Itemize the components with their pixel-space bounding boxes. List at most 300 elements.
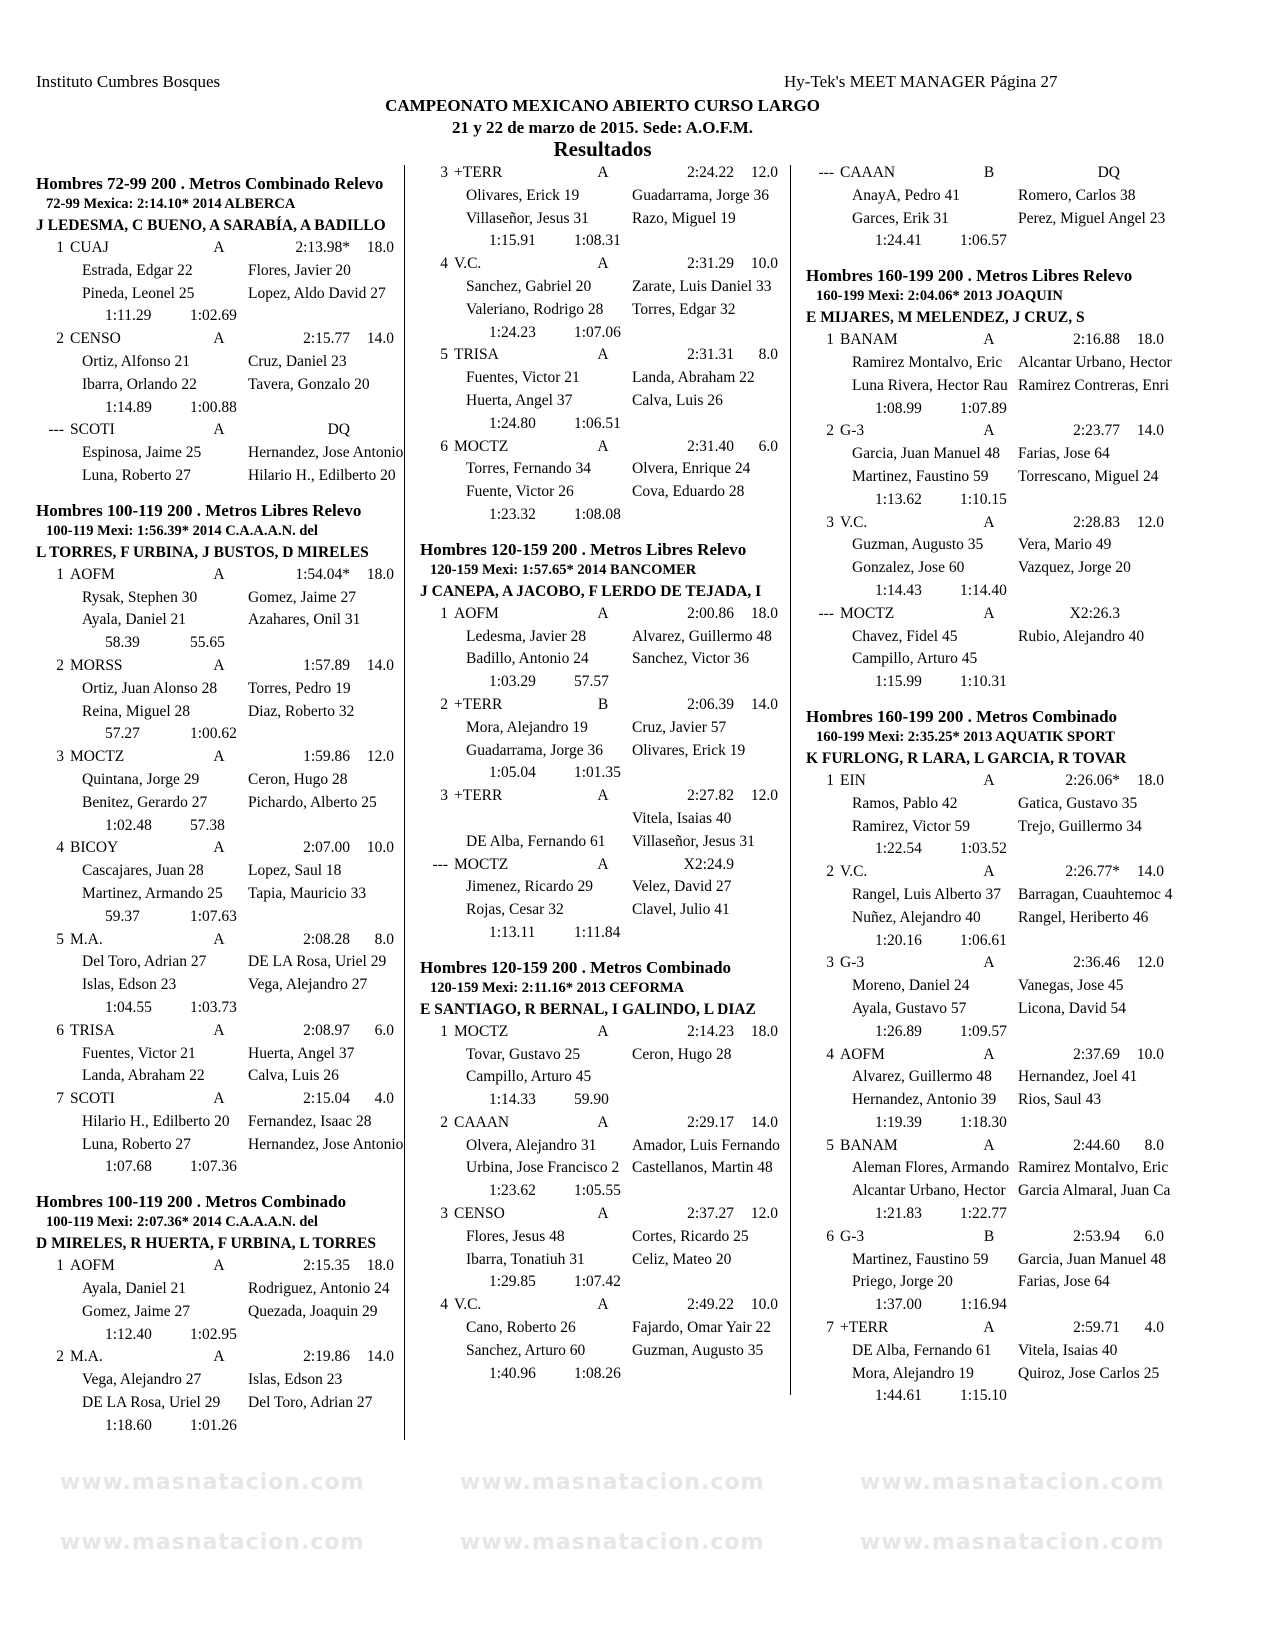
team-name: CENSO [454,1205,505,1223]
swimmer-name: Nuñez, Alejandro 40 [852,908,981,926]
swimmer-name: Rios, Saul 43 [1018,1091,1102,1109]
swimmers-row [420,390,795,413]
final-time: 2:00.86 [687,604,734,622]
results-column-2 [420,162,795,1385]
splits-row [420,762,795,785]
relay-letter: A [597,164,609,181]
points: 14.0 [750,1113,778,1131]
team-name: TRISA [70,1021,115,1039]
swimmer-name: Villaseñor, Jesus 31 [466,209,589,227]
swimmers-row [420,458,795,481]
watermark: www.masnatacion.com [60,1470,365,1495]
split-time: 1:08.26 [574,1364,621,1382]
team-name: TRISA [454,346,499,364]
swimmer-name: Sanchez, Gabriel 20 [466,277,592,295]
final-time: 1:54.04* [295,565,350,583]
points: 14.0 [1136,863,1164,881]
splits-row [806,1112,1181,1135]
swimmer-name: Alcantar Urbano, Hector [1018,353,1172,371]
record-holders: D MIRELES, R HUERTA, F URBINA, L TORRES [36,1235,376,1253]
swimmers-row [36,1392,411,1415]
meet-subtitle: 21 y 22 de marzo de 2015. Sede: A.O.F.M. [451,118,754,137]
split-time: 1:24.41 [875,232,922,250]
swimmers-row [36,465,411,488]
points: 18.0 [750,1022,778,1040]
team-name: V.C. [454,255,482,273]
swimmer-name: DE LA Rosa, Uriel 29 [82,1394,221,1412]
team-name: AOFM [70,1257,115,1275]
swimmer-name: Ibarra, Tonatiuh 31 [466,1250,585,1268]
swimmers-row [806,208,1181,231]
swimmers-row [806,375,1181,398]
place: 6 [826,1227,834,1245]
relay-letter: B [983,164,995,181]
result-row [420,253,795,276]
event-title: Hombres 160-199 200 . Metros Libres Relevo [806,266,1133,286]
final-time: 2:14.23 [687,1022,734,1040]
splits-row [806,230,1181,253]
swimmers-row [420,481,795,504]
splits-row [36,723,411,746]
swimmers-row [420,1157,795,1180]
swimmer-name: Aleman Flores, Armando [852,1159,1010,1177]
place: 3 [826,954,834,972]
swimmers-row [420,1249,795,1272]
team-name: MORSS [70,656,123,674]
relay-letter: B [597,695,609,713]
split-time: 1:15.10 [960,1387,1007,1405]
swimmers-row [806,975,1181,998]
swimmers-row [36,1111,411,1134]
swimmer-name: Campillo, Arturo 45 [852,650,978,668]
swimmer-name: Alcantar Urbano, Hector [852,1182,1006,1200]
place: 1 [56,239,64,256]
swimmers-row [806,626,1181,649]
points: 12.0 [750,164,778,181]
team-name: CAAAN [454,1113,510,1131]
result-row [806,1317,1181,1340]
swimmers-row [420,276,795,299]
swimmers-row [36,951,411,974]
swimmer-name: Ramirez Contreras, Enri [1018,376,1170,394]
swimmer-name: Gomez, Jaime 27 [248,588,357,606]
swimmers-row [420,740,795,763]
swimmer-name: Farias, Jose 64 [1018,1273,1110,1291]
place: 1 [440,604,448,622]
split-time: 1:01.35 [574,764,621,782]
swimmers-row [420,1226,795,1249]
team-name: +TERR [454,787,503,805]
swimmers-row [420,1135,795,1158]
swimmer-name: Gomez, Jaime 27 [82,1302,191,1320]
relay-letter: A [213,1348,225,1366]
swimmers-row [806,443,1181,466]
swimmers-row [806,1363,1181,1386]
points: 12.0 [750,1205,778,1223]
swimmer-name: Vazquez, Jorge 20 [1018,559,1131,577]
final-time: 2:29.17 [687,1113,734,1131]
team-name: MOCTZ [454,855,509,873]
points: 12.0 [366,748,394,766]
results-column-1 [36,173,411,1438]
result-row [36,328,411,351]
points: 12.0 [750,787,778,805]
final-time: 2:49.22 [687,1296,734,1314]
split-time: 1:12.40 [105,1325,152,1343]
split-time: 1:14.33 [489,1091,536,1109]
swimmer-name: Azahares, Onil 31 [248,611,361,629]
result-row [36,1346,411,1369]
swimmers-row [420,648,795,671]
split-time: 1:20.16 [875,931,922,949]
swimmer-name: Pichardo, Alberto 25 [248,793,377,811]
result-row [806,770,1181,793]
team-name: V.C. [840,863,868,881]
swimmer-name: Mora, Alejandro 19 [466,718,588,736]
splits-row [806,671,1181,694]
swimmer-name: Ramirez Montalvo, Eric [1018,1159,1169,1177]
swimmer-name: Rangel, Luis Alberto 37 [852,885,1001,903]
swimmer-name: Fajardo, Omar Yair 22 [632,1319,772,1337]
place: 1 [56,565,64,583]
points: 14.0 [750,695,778,713]
splits-row [420,1363,795,1386]
splits-row [806,1385,1181,1408]
swimmer-name: Clavel, Julio 41 [632,901,730,919]
swimmers-row [420,831,795,854]
swimmers-row [806,534,1181,557]
swimmer-name: Fernandez, Isaac 28 [248,1112,372,1130]
swimmer-name: Rysak, Stephen 30 [82,588,198,606]
team-name: G-3 [840,1227,865,1245]
split-time: 1:07.89 [960,399,1007,417]
splits-row [36,1156,411,1179]
swimmer-name: Gonzalez, Jose 60 [852,559,965,577]
split-time: 1:08.99 [875,399,922,417]
final-time: 2:15.04 [303,1090,350,1108]
swimmer-name: Del Toro, Adrian 27 [82,953,207,971]
final-time: X2:24.9 [683,855,734,873]
swimmers-row [36,1043,411,1066]
swimmer-name: Luna, Roberto 27 [82,466,191,484]
result-row [420,694,795,717]
splits-row [420,230,795,253]
place: 1 [56,1257,64,1275]
swimmers-row [36,351,411,374]
splits-row [806,489,1181,512]
splits-row [420,671,795,694]
swimmers-row [420,367,795,390]
place: 4 [56,839,64,857]
swimmers-row [806,1340,1181,1363]
relay-letter: A [597,1022,609,1040]
relay-letter: A [213,239,225,256]
splits-row [806,838,1181,861]
team-name: AOFM [70,565,115,583]
relay-letter: A [983,422,995,440]
swimmer-name: Moreno, Daniel 24 [852,977,970,995]
result-row [806,420,1181,443]
team-name: AOFM [454,604,499,622]
swimmer-name: Amador, Luis Fernando [632,1136,780,1154]
swimmer-name: Vitela, Isaias 40 [1018,1341,1118,1359]
team-name: +TERR [840,1319,889,1337]
result-row [420,1112,795,1135]
split-time: 1:10.31 [960,673,1007,691]
swimmer-name: Vega, Alejandro 27 [82,1371,202,1389]
splits-row [420,504,795,527]
relay-letter: A [597,1205,609,1223]
swimmers-row [806,1180,1181,1203]
final-time: 2:44.60 [1073,1136,1120,1154]
swimmer-name: Estrada, Edgar 22 [82,261,193,279]
swimmers-row [806,998,1181,1021]
swimmer-name: Guzman, Augusto 35 [852,536,984,554]
swimmer-name: Alvarez, Guillermo 48 [852,1068,992,1086]
relay-letter: A [983,1319,995,1337]
swimmers-row [806,648,1181,671]
relay-letter: A [983,331,995,349]
swimmer-name: Hernandez, Jose Antonio [248,1135,404,1153]
split-time: 1:06.61 [960,931,1007,949]
place: --- [432,855,448,873]
swimmer-name: Zarate, Luis Daniel 33 [632,277,772,295]
final-time: 2:24.22 [687,164,734,181]
swimmer-name: Tovar, Gustavo 25 [466,1045,581,1063]
watermark: www.masnatacion.com [460,1530,765,1555]
result-row [36,564,411,587]
place: 2 [440,1113,448,1131]
swimmer-name: Campillo, Arturo 45 [466,1068,592,1086]
result-row [806,329,1181,352]
meet-record: 120-159 Mexi: 1:57.65* 2014 BANCOMER [430,561,697,578]
swimmer-name: Trejo, Guillermo 34 [1018,817,1142,835]
swimmer-name: Garcia Almaral, Juan Ca [1018,1182,1171,1200]
swimmer-name: Castellanos, Martin 48 [632,1159,773,1177]
split-time: 1:14.43 [875,581,922,599]
swimmer-name: Ayala, Gustavo 57 [852,999,967,1017]
swimmer-name: Hilario H., Edilberto 20 [248,466,396,484]
swimmer-name: Calva, Luis 26 [632,391,723,409]
relay-letter: A [213,930,225,948]
result-row [420,854,795,877]
swimmer-name: Martinez, Faustino 59 [852,467,989,485]
place: 4 [826,1045,834,1063]
splits-row [420,413,795,436]
team-name: SCOTI [70,1090,115,1108]
final-time: 2:15.77 [303,330,350,348]
final-time: 2:07.00 [303,839,350,857]
swimmers-row [806,1066,1181,1089]
splits-row [36,397,411,420]
swimmer-name: Cruz, Javier 57 [632,718,727,736]
swimmers-row [36,1369,411,1392]
team-name: M.A. [70,930,103,948]
result-row [36,1020,411,1043]
place: 3 [440,787,448,805]
swimmer-name: Rojas, Cesar 32 [466,901,564,919]
swimmer-name: Fuentes, Victor 21 [82,1044,196,1062]
place: --- [818,604,834,622]
swimmer-name: Espinosa, Jaime 25 [82,444,202,462]
points: 10.0 [1136,1045,1164,1063]
swimmer-name: Martinez, Faustino 59 [852,1250,989,1268]
relay-letter: A [597,604,609,622]
split-time: 1:22.54 [875,840,922,858]
split-time: 1:10.15 [960,490,1007,508]
final-time: 2:13.98* [295,239,350,256]
splits-row [36,815,411,838]
result-row [420,603,795,626]
splits-row [420,1271,795,1294]
swimmer-name: Flores, Jesus 48 [466,1227,565,1245]
relay-letter: A [597,1296,609,1314]
swimmer-name: Urbina, Jose Francisco 2 [466,1159,620,1177]
split-time: 1:21.83 [875,1205,922,1223]
swimmer-name: Ayala, Daniel 21 [82,1280,187,1298]
split-time: 1:24.23 [489,323,536,341]
relay-letter: A [983,1045,995,1063]
place: 2 [826,422,834,440]
swimmer-name: Reina, Miguel 28 [82,702,191,720]
relay-letter: A [213,839,225,857]
splits-row [420,1180,795,1203]
organization-name: Instituto Cumbres Bosques [36,72,221,91]
relay-letter: A [983,1136,995,1154]
swimmer-name: Cano, Roberto 26 [466,1319,576,1337]
swimmer-name: Garcia, Juan Manuel 48 [852,445,1001,463]
meet-record: 72-99 Mexica: 2:14.10* 2014 ALBERCA [46,196,296,212]
team-name: +TERR [454,695,503,713]
splits-row [36,906,411,929]
split-time: 1:00.62 [190,725,237,743]
team-name: BANAM [840,331,898,349]
swimmers-row [806,185,1181,208]
watermark: www.masnatacion.com [860,1470,1165,1495]
meet-record: 100-119 Mexi: 1:56.39* 2014 C.A.A.A.N. del [46,522,318,539]
swimmer-name: Benitez, Gerardo 27 [82,793,208,811]
result-row [420,344,795,367]
split-time: 1:06.51 [574,414,621,432]
place: 3 [826,513,834,531]
relay-letter: B [983,1227,995,1245]
split-time: 1:19.39 [875,1113,922,1131]
swimmer-name: Rubio, Alejandro 40 [1018,627,1145,645]
team-name: CUAJ [70,239,109,256]
swimmers-row [36,1278,411,1301]
swimmer-name: Romero, Carlos 38 [1018,186,1136,204]
split-time: 1:22.77 [960,1205,1007,1223]
relay-letter: A [213,421,225,439]
team-name: CENSO [70,330,121,348]
final-time: 1:57.89 [303,656,350,674]
final-time: X2:26.3 [1069,604,1120,622]
result-row [36,929,411,952]
swimmer-name: Jimenez, Ricardo 29 [466,878,593,896]
swimmers-row [806,907,1181,930]
place: 1 [826,331,834,349]
swimmer-name: Torres, Pedro 19 [248,679,351,697]
swimmer-name: Badillo, Antonio 24 [466,650,589,668]
relay-letter: A [213,1021,225,1039]
swimmers-row [806,1249,1181,1272]
swimmer-name: Flores, Javier 20 [248,261,351,279]
team-name: MOCTZ [70,748,125,766]
result-row [420,436,795,459]
points: 10.0 [750,255,778,273]
team-name: AOFM [840,1045,885,1063]
result-row [420,1203,795,1226]
final-time: 2:31.29 [687,255,734,273]
splits-row [36,305,411,328]
team-name: G-3 [840,422,865,440]
watermark: www.masnatacion.com [60,1530,365,1555]
split-time: 1:40.96 [489,1364,536,1382]
swimmer-name: Hilario H., Edilberto 20 [82,1112,230,1130]
swimmer-name: Hernandez, Antonio 39 [852,1091,997,1109]
swimmer-name: Islas, Edson 23 [82,976,177,994]
split-time: 1:07.36 [190,1158,237,1176]
swimmers-row [420,1044,795,1067]
swimmer-name: Tapia, Mauricio 33 [248,884,367,902]
result-row [36,419,411,442]
points: 14.0 [366,656,394,674]
split-time: 1:05.04 [489,764,536,782]
final-time: DQ [327,421,350,439]
split-time: 1:07.63 [190,907,237,925]
swimmer-name: Ceron, Hugo 28 [248,770,348,788]
swimmer-name: Guadarrama, Jorge 36 [466,741,604,759]
record-holders: J LEDESMA, C BUENO, A SARABÍA, A BADILLO [36,217,386,234]
swimmers-row [36,860,411,883]
meet-record: 100-119 Mexi: 2:07.36* 2014 C.A.A.A.N. del [46,1214,318,1231]
swimmer-name: Landa, Abraham 22 [82,1067,205,1085]
swimmer-name: Cascajares, Juan 28 [82,862,204,880]
split-time: 1:07.68 [105,1158,152,1176]
swimmer-name: Olvera, Alejandro 31 [466,1136,597,1154]
split-time: 57.38 [190,816,225,834]
swimmers-row [420,1317,795,1340]
split-time: 1:13.11 [489,923,536,941]
event-title: Hombres 72-99 200 . Metros Combinado Relevo [36,174,384,193]
split-time: 1:24.80 [489,414,536,432]
software-page-label: Hy-Tek's MEET MANAGER Página 27 [784,72,1058,91]
swimmers-row [420,185,795,208]
results-heading: Resultados [553,137,652,161]
swimmers-row [420,1340,795,1363]
swimmer-name: Vega, Alejandro 27 [248,976,368,994]
place: 5 [56,930,64,948]
swimmer-name: Ledesma, Javier 28 [466,627,587,645]
swimmers-row [806,557,1181,580]
result-row [36,237,411,260]
splits-row [806,398,1181,421]
split-time: 1:08.08 [574,505,621,523]
result-row [806,861,1181,884]
meet-record: 160-199 Mexi: 2:35.25* 2013 AQUATIK SPORT [816,728,1115,745]
points: 4.0 [1144,1319,1164,1337]
relay-letter: A [597,346,609,364]
swimmer-name: Ramirez, Victor 59 [852,817,971,835]
points: 18.0 [1136,771,1164,789]
points: 18.0 [366,239,394,256]
team-name: EIN [840,771,866,789]
split-time: 1:37.00 [875,1296,922,1314]
event-title: Hombres 120-159 200 . Metros Libres Relevo [420,539,747,559]
swimmer-name: Razo, Miguel 19 [632,209,736,227]
swimmer-name: Fuentes, Victor 21 [466,369,580,387]
swimmers-row [806,1157,1181,1180]
